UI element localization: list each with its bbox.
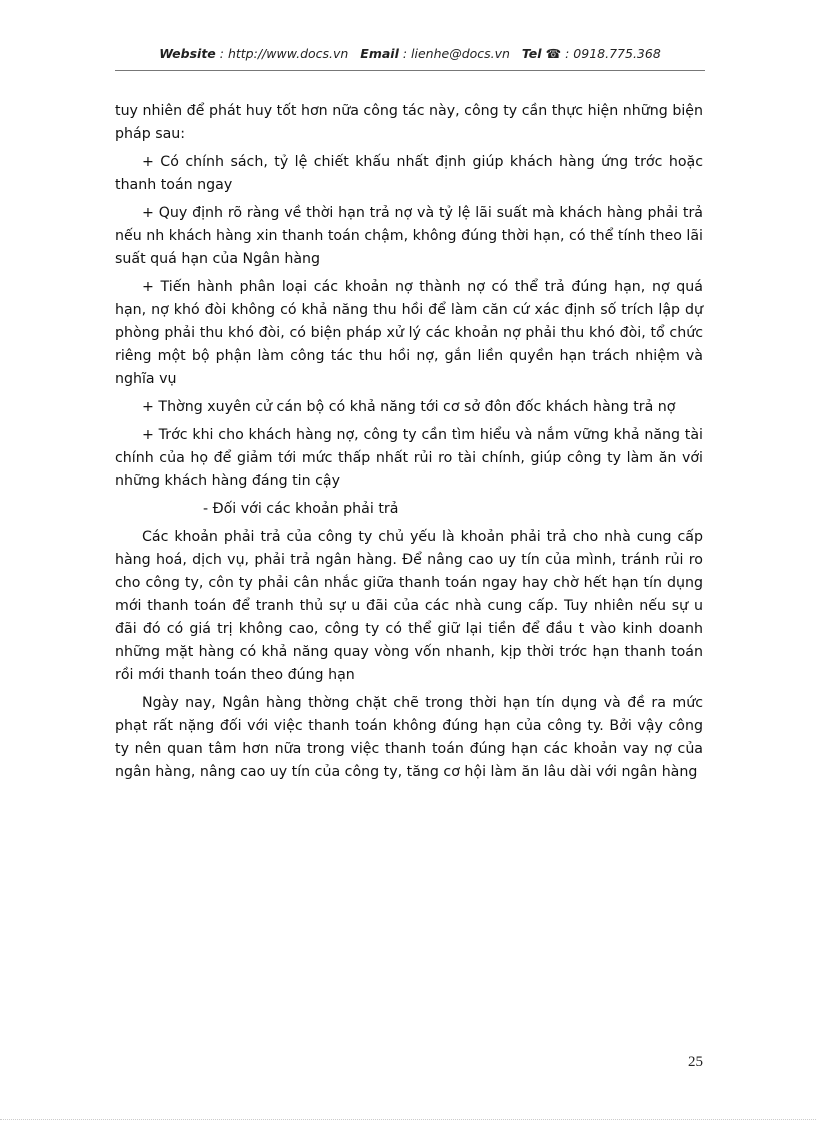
header-divider	[115, 70, 705, 71]
website-url[interactable]: : http://www.docs.vn	[219, 46, 349, 61]
paragraph-bullet-terms: + Quy định rõ ràng về thời hạn trả nợ và tỷ lệ lãi suất mà khách hàng phải trả nếu nh khách hàng xin thanh toán chậm, không đúng thời hạn, có thể tính theo lãi suất quá hạn của Ngân hàng	[115, 205, 703, 267]
paragraph-bullet-research: + Trớc khi cho khách hàng nợ, công ty cần tìm hiểu và nắm vững khả năng tài chính của họ để giảm tới mức thấp nhất rủi ro tài chính, giúp công ty làm ăn với những khách hàng đáng tin cậy	[115, 427, 703, 489]
email-label: Email	[360, 46, 399, 61]
paragraph-bullet-discount: + Có chính sách, tỷ lệ chiết khấu nhất định giúp khách hàng ứng trớc hoặc thanh toán ngay	[115, 154, 703, 193]
paragraph-intro: tuy nhiên để phát huy tốt hơn nữa công tác này, công ty cần thực hiện những biện pháp sau:	[115, 103, 703, 142]
document-body	[115, 100, 703, 789]
page-bottom-edge	[0, 1119, 816, 1120]
paragraph-banks: Ngày nay, Ngân hàng thờng chặt chẽ trong thời hạn tín dụng và đề ra mức phạt rất nặng đối với việc thanh toán không đúng hạn của công ty. Bởi vậy công ty nên quan tâm hơn nữa trong việc thanh toán đúng hạn các khoản vay nợ của ngân hàng, nâng cao uy tín của công ty, tăng cơ hội làm ăn lâu dài với ngân hàng	[115, 695, 703, 780]
website-label: Website	[159, 46, 216, 61]
section-heading-payables: - Đối với các khoản phải trả	[203, 501, 399, 517]
page-number: 25	[688, 1054, 703, 1070]
paragraph-bullet-staff: + Thờng xuyên cử cán bộ có khả năng tới cơ sở đôn đốc khách hàng trả nợ	[142, 399, 676, 415]
paragraph-bullet-classify: + Tiến hành phân loại các khoản nợ thành nợ có thể trả đúng hạn, nợ quá hạn, nợ khó đòi không có khả năng thu hồi để làm căn cứ xác định số trích lập dự phòng phải thu khó đòi, có biện pháp xử lý các khoản nợ phải thu khó đòi, tổ chức riêng một bộ phận làm công tác thu hồi nợ, gắn liền quyền hạn trách nhiệm và nghĩa vụ	[115, 279, 703, 387]
tel-number: : 0918.775.368	[565, 46, 661, 61]
paragraph-payables: Các khoản phải trả của công ty chủ yếu là khoản phải trả cho nhà cung cấp hàng hoá, dịch vụ, phải trả ngân hàng. Để nâng cao uy tín của mình, tránh rủi ro cho công ty, côn ty phải cân nhắc giữa thanh toán ngay hay chờ hết hạn tín dụng mới thanh toán để tranh thủ sự u đãi của các nhà cung cấp. Tuy nhiên nếu sự u đãi đó có giá trị không cao, công ty có thể giữ lại tiền để đầu t vào kinh doanh những mặt hàng có khả năng quay vòng vốn nhanh, kịp thời trớc hạn thanh toán rồi mới thanh toán theo đúng hạn	[115, 529, 703, 683]
email-address[interactable]: : lienhe@docs.vn	[402, 46, 510, 61]
phone-icon: ☎	[545, 46, 562, 61]
page-header	[115, 46, 705, 61]
tel-label: Tel	[521, 46, 542, 61]
